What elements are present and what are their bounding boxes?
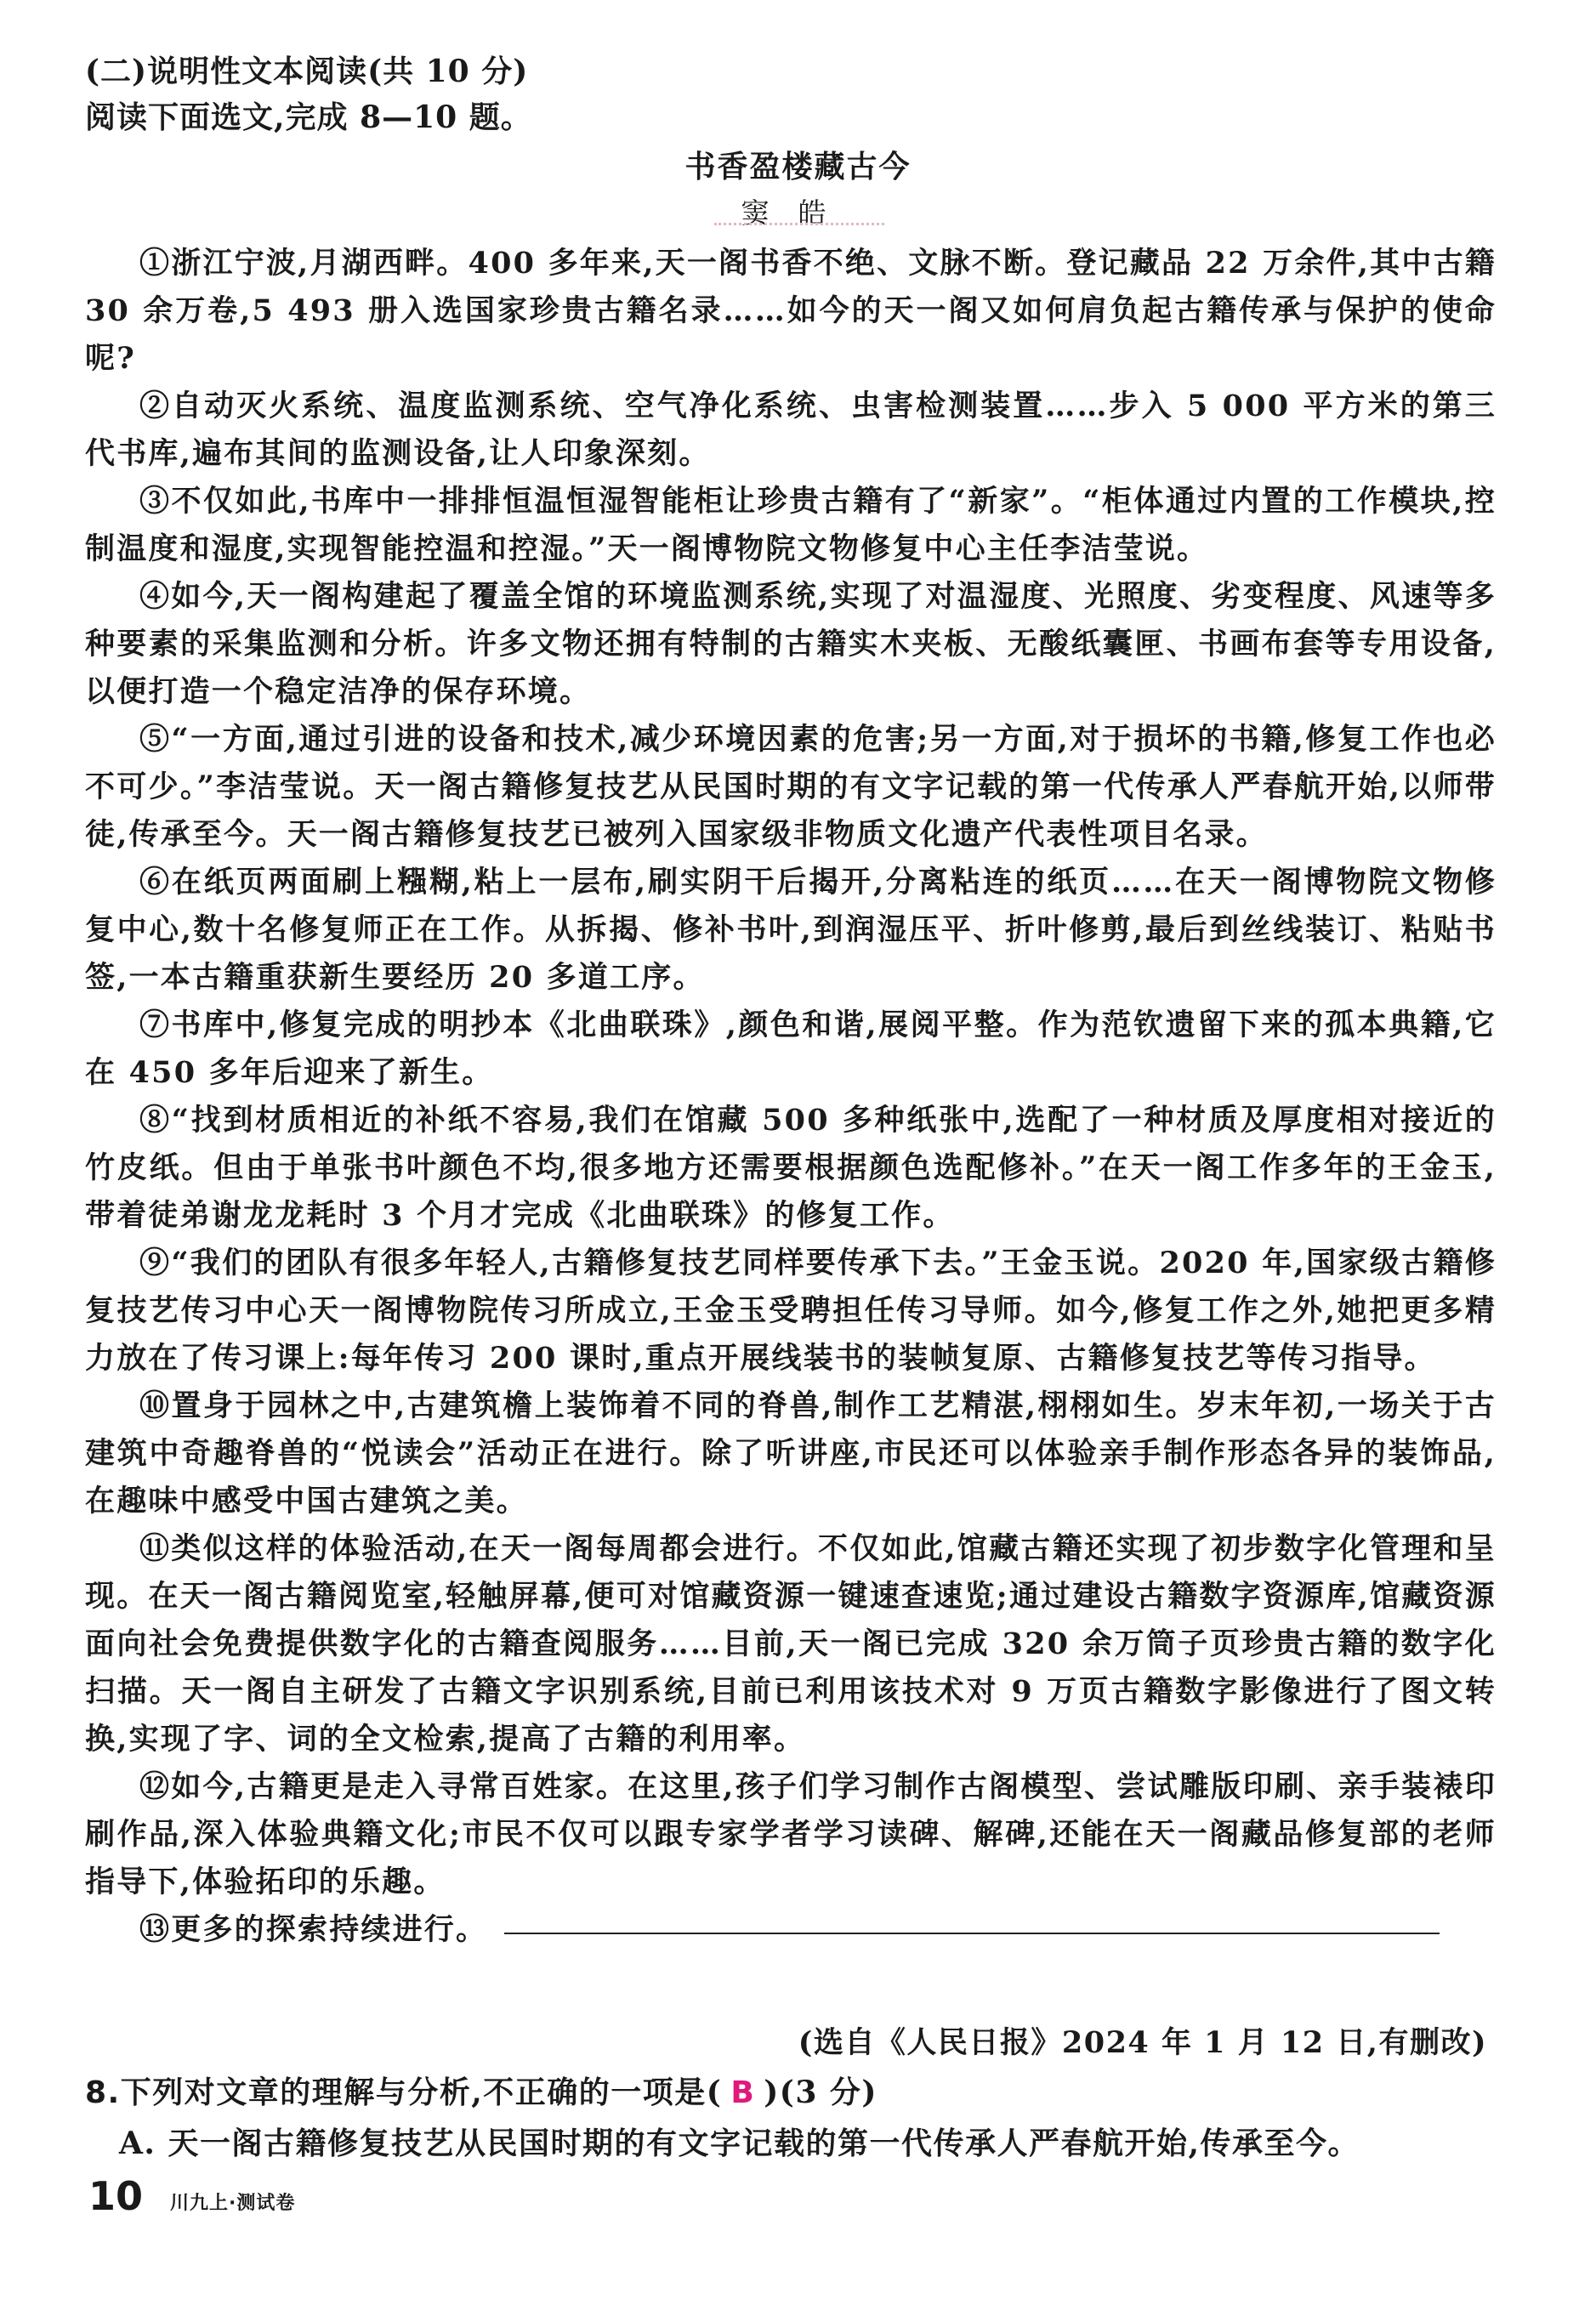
answer-mark: B	[730, 2075, 756, 2110]
option-a: A. 天一阁古籍修复技艺从民国时期的有文字记载的第一代传承人严春航开始,传承至今。	[119, 2126, 1360, 2161]
question-stem-end: )(3 分)	[764, 2075, 878, 2110]
article-title: 书香盈楼藏古今	[684, 150, 912, 184]
answer-blank-line	[504, 1929, 1440, 1934]
paragraph-11: ⑪类似这样的体验活动,在天一阁每周都会进行。不仅如此,馆藏古籍还实现了初步数字化管理和呈现。在天一阁古籍阅览室,轻触屏幕,便可对馆藏资源一键速查速览;通过建设古籍数字资源库,馆藏资源面向社会免费提供数字化的古籍查阅服务……目前,天一阁已完成 320 余万筒子页珍贵古籍的数字化扫描。天一阁自主研发了古籍文字识别系统,目前已利用该技术对 9 万页古籍数字影像进行了图文转换,实现了字、词的全文检索,提高了古籍的利用率。	[85, 1531, 1497, 1757]
section-heading: (二)说明性文本阅读(共 10 分)	[85, 54, 529, 89]
paragraph-1: ①浙江宁波,月湖西畔。400 多年来,天一阁书香不绝、文脉不断。登记藏品 22 万余件,其中古籍 30 余万卷,5 493 册入选国家珍贵古籍名录……如今的天一阁又如何肩负起古籍传承与保护的使命呢?	[85, 246, 1497, 376]
paragraph-8: ⑧“找到材质相近的补纸不容易,我们在馆藏 500 多种纸张中,选配了一种材质及厚度相对接近的竹皮纸。但由于单张书叶颜色不均,很多地方还需要根据颜色选配修补。”在天一阁工作多年的王金玉,带着徒弟谢龙龙耗时 3 个月才完成《北曲联珠》的修复工作。	[85, 1103, 1497, 1233]
article-body	[85, 240, 1497, 1954]
paragraph-12: ⑫如今,古籍更是走入寻常百姓家。在这里,孩子们学习制作古阁模型、尝试雕版印刷、亲手装裱印刷作品,深入体验典籍文化;市民不仅可以跟专家学者学习读碑、解碑,还能在天一阁藏品修复部的老师指导下,体验拓印的乐趣。	[85, 1769, 1497, 1899]
paragraph-4: ④如今,天一阁构建起了覆盖全馆的环境监测系统,实现了对温湿度、光照度、劣变程度、风速等多种要素的采集监测和分析。许多文物还拥有特制的古籍实木夹板、无酸纸囊匣、书画布套等专用设备,以便打造一个稳定洁净的保存环境。	[85, 579, 1497, 709]
decorative-underline	[714, 223, 884, 230]
question-stem-start: 下列对文章的理解与分析,不正确的一项是(	[120, 2075, 723, 2110]
paragraph-13	[85, 1906, 1497, 1954]
paragraph-10: ⑩置身于园林之中,古建筑檐上装饰着不同的脊兽,制作工艺精湛,栩栩如生。岁末年初,一场关于古建筑中奇趣脊兽的“悦读会”活动正在进行。除了听讲座,市民还可以体验亲手制作形态各异的装饰品,在趣味中感受中国古建筑之美。	[85, 1388, 1497, 1518]
paragraph-3: ③不仅如此,书库中一排排恒温恒湿智能柜让珍贵古籍有了“新家”。“柜体通过内置的工作模块,控制温度和湿度,实现智能控温和控湿。”天一阁博物院文物修复中心主任李洁莹说。	[85, 484, 1497, 566]
article-author: 窦皓	[741, 196, 855, 230]
reading-instruction: 阅读下面选文,完成 8—10 题。	[85, 99, 532, 135]
paragraph-9: ⑨“我们的团队有很多年轻人,古籍修复技艺同样要传承下去。”王金玉说。2020 年,国家级古籍修复技艺传习中心天一阁博物院传习所成立,王金玉受聘担任传习导师。如今,修复工作之外,她把更多精力放在了传习课上:每年传习 200 课时,重点开展线装书的装帧复原、古籍修复技艺等传习指导。	[85, 1246, 1497, 1376]
page-number: 10	[88, 2173, 144, 2219]
paragraph-13-text: ⑬更多的探索持续进行。	[139, 1912, 488, 1947]
question-8	[85, 2069, 878, 2112]
question-number: 8.	[85, 2075, 121, 2110]
source-citation: (选自《人民日报》2024 年 1 月 12 日,有删改)	[798, 2025, 1487, 2060]
paragraph-2: ②自动灭火系统、温度监测系统、空气净化系统、虫害检测装置……步入 5 000 平方米的第三代书库,遍布其间的监测设备,让人印象深刻。	[85, 389, 1497, 471]
paragraph-5: ⑤“一方面,通过引进的设备和技术,减少环境因素的危害;另一方面,对于损坏的书籍,修复工作也必不可少。”李洁莹说。天一阁古籍修复技艺从民国时期的有文字记载的第一代传承人严春航开始,以师带徒,传承至今。天一阁古籍修复技艺已被列入国家级非物质文化遗产代表性项目名录。	[85, 722, 1497, 852]
paragraph-6: ⑥在纸页两面刷上糨糊,粘上一层布,刷实阴干后揭开,分离粘连的纸页……在天一阁博物院文物修复中心,数十名修复师正在工作。从拆揭、修补书叶,到润湿压平、折叶修剪,最后到丝线装订、粘贴书签,一本古籍重获新生要经历 20 多道工序。	[85, 865, 1497, 995]
footer-label: 川九上·测试卷	[170, 2193, 296, 2214]
paragraph-7: ⑦书库中,修复完成的明抄本《北曲联珠》,颜色和谐,展阅平整。作为范钦遗留下来的孤本典籍,它在 450 多年后迎来了新生。	[85, 1008, 1497, 1090]
